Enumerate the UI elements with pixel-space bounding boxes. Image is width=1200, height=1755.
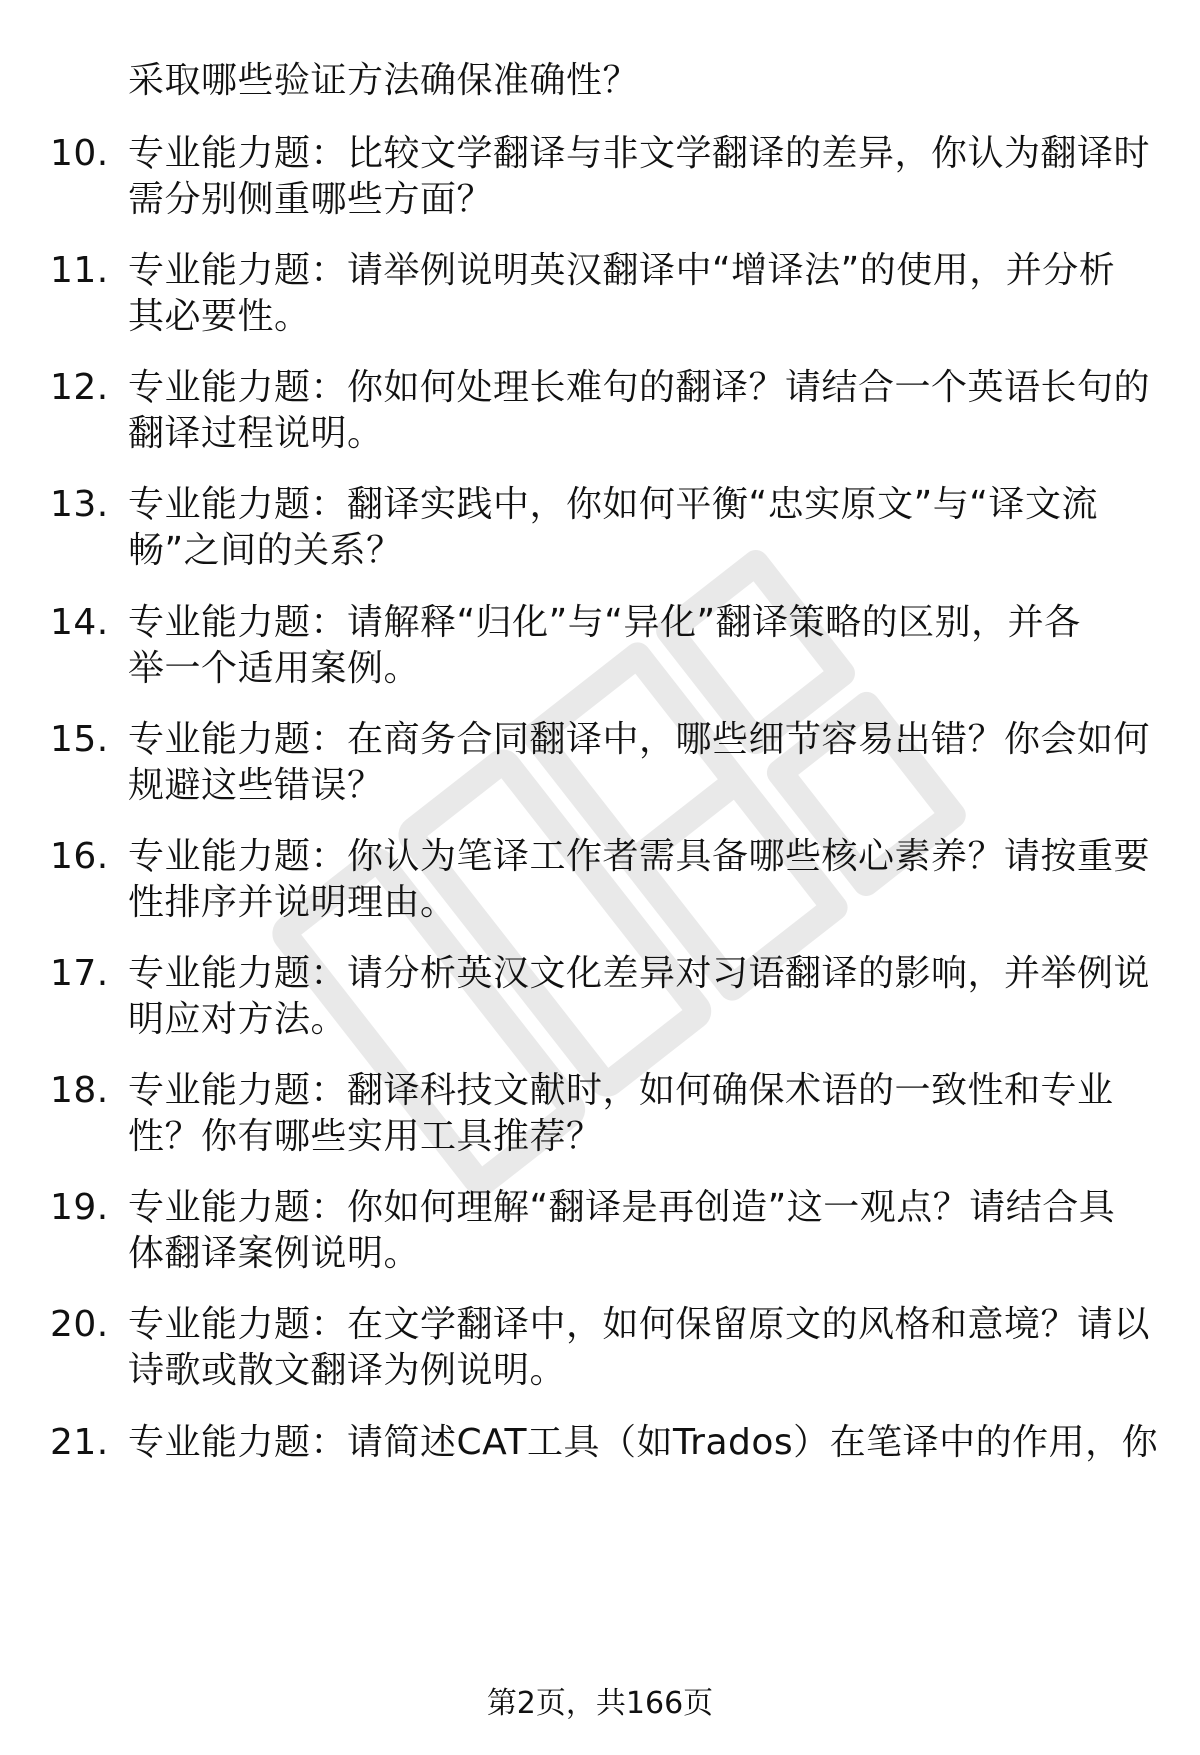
question-number: 19. <box>50 1187 109 1228</box>
question-text: 专业能力题：请举例说明英汉翻译中“增译法”的使用，并分析 <box>128 250 1116 291</box>
question-text: 专业能力题：你认为笔译工作者需具备哪些核心素养？请按重要 <box>128 836 1151 877</box>
question-text: 诗歌或散文翻译为例说明。 <box>128 1350 567 1391</box>
question-text: 性排序并说明理由。 <box>128 882 457 923</box>
question-text: 专业能力题：你如何处理长难句的翻译？请结合一个英语长句的 <box>128 367 1151 408</box>
question-text: 举一个适用案例。 <box>128 648 421 689</box>
question-text: 明应对方法。 <box>128 999 348 1040</box>
question-text: 畅”之间的关系？ <box>128 530 403 571</box>
question-number: 12. <box>50 367 109 408</box>
question-number: 14. <box>50 602 109 643</box>
question-text: 需分别侧重哪些方面？ <box>128 179 494 220</box>
question-text: 专业能力题：在商务合同翻译中，哪些细节容易出错？你会如何 <box>128 719 1151 760</box>
question-text: 专业能力题：请分析英汉文化差异对习语翻译的影响，并举例说 <box>128 953 1151 994</box>
question-number: 18. <box>50 1070 109 1111</box>
question-number: 17. <box>50 953 109 994</box>
question-number: 15. <box>50 719 109 760</box>
question-number: 20. <box>50 1304 109 1345</box>
question-text: 体翻译案例说明。 <box>128 1233 421 1274</box>
question-text: 专业能力题：翻译实践中，你如何平衡“忠实原文”与“译文流 <box>128 484 1098 525</box>
question-text: 性？你有哪些实用工具推荐？ <box>128 1116 603 1157</box>
question-number: 21. <box>50 1422 109 1463</box>
question-text: 翻译过程说明。 <box>128 413 384 454</box>
page-footer: 第2页，共166页 <box>486 1686 714 1721</box>
question-text: 专业能力题：请简述CAT工具（如Trados）在笔译中的作用，你 <box>128 1422 1159 1463</box>
question-text: 采取哪些验证方法确保准确性？ <box>128 60 640 101</box>
question-text: 其必要性。 <box>128 296 311 337</box>
question-number: 13. <box>50 484 109 525</box>
question-text: 规避这些错误？ <box>128 765 384 806</box>
question-text: 专业能力题：翻译科技文献时，如何确保术语的一致性和专业 <box>128 1070 1114 1111</box>
question-text: 专业能力题：比较文学翻译与非文学翻译的差异，你认为翻译时 <box>128 133 1151 174</box>
question-number: 16. <box>50 836 109 877</box>
question-text: 专业能力题：你如何理解“翻译是再创造”这一观点？请结合具 <box>128 1187 1116 1228</box>
question-number: 11. <box>50 250 109 291</box>
question-text: 专业能力题：请解释“归化”与“异化”翻译策略的区别，并各 <box>128 602 1081 643</box>
question-text: 专业能力题：在文学翻译中，如何保留原文的风格和意境？请以 <box>128 1304 1151 1345</box>
question-number: 10. <box>50 133 109 174</box>
